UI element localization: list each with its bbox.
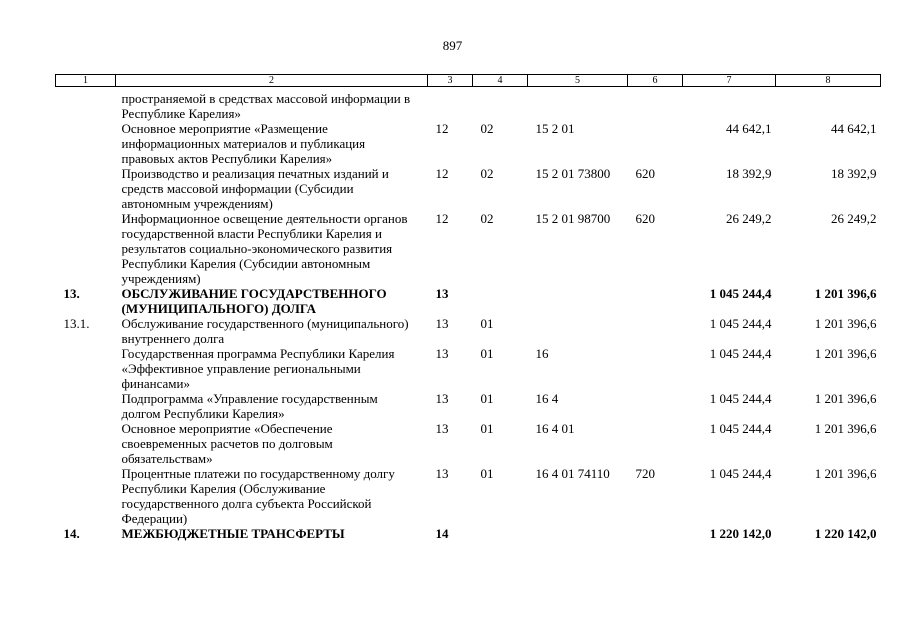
row-expense-type bbox=[628, 391, 683, 421]
row-expense-type: 620 bbox=[635, 166, 655, 181]
row-number bbox=[56, 121, 116, 166]
table-header bbox=[56, 75, 881, 87]
row-target-article bbox=[528, 87, 628, 122]
row-amount-year2 bbox=[776, 87, 881, 122]
row-expense-type bbox=[628, 316, 683, 346]
column-header-6: 6 bbox=[628, 75, 683, 87]
page-number: 897 bbox=[442, 38, 463, 53]
row-amount-year1: 1 045 244,4 bbox=[709, 316, 772, 331]
row-section: 13 bbox=[435, 391, 449, 406]
row-section: 14 bbox=[435, 526, 449, 541]
row-amount-year1: 44 642,1 bbox=[726, 121, 772, 136]
row-section: 12 bbox=[435, 211, 449, 226]
row-amount-year1: 1 045 244,4 bbox=[709, 421, 772, 436]
row-number: 14. bbox=[63, 526, 80, 541]
row-name: Процентные платежи по государственному долгу Республики Карелия (Обслуживание государственного долга субъекта Российской Федерации) bbox=[121, 466, 395, 526]
row-name: пространяемой в средствах массовой информации в Республике Карелия» bbox=[121, 91, 411, 121]
row-expense-type: 720 bbox=[635, 466, 655, 481]
row-section bbox=[428, 87, 473, 122]
row-amount-year1: 26 249,2 bbox=[726, 211, 772, 226]
table-row bbox=[56, 286, 881, 316]
row-expense-type: 620 bbox=[635, 211, 655, 226]
row-amount-year1: 1 045 244,4 bbox=[709, 286, 772, 301]
row-target-article bbox=[528, 526, 628, 541]
table-row bbox=[56, 87, 881, 122]
row-subsection: 01 bbox=[480, 316, 494, 331]
row-section: 13 bbox=[435, 466, 449, 481]
column-header-1: 1 bbox=[56, 75, 116, 87]
row-amount-year2: 44 642,1 bbox=[831, 121, 877, 136]
row-name: МЕЖБЮДЖЕТНЫЕ ТРАНСФЕРТЫ bbox=[121, 526, 345, 541]
row-subsection bbox=[473, 526, 528, 541]
table-row bbox=[56, 166, 881, 211]
row-amount-year1: 1 045 244,4 bbox=[709, 346, 772, 361]
column-header-2: 2 bbox=[116, 75, 428, 87]
row-subsection: 02 bbox=[480, 211, 494, 226]
row-section: 13 bbox=[435, 286, 449, 301]
row-amount-year2: 1 201 396,6 bbox=[814, 421, 877, 436]
row-section: 13 bbox=[435, 421, 449, 436]
row-target-article bbox=[528, 286, 628, 316]
column-header-7: 7 bbox=[683, 75, 776, 87]
table-row bbox=[56, 391, 881, 421]
row-subsection: 01 bbox=[480, 346, 494, 361]
row-amount-year1: 1 045 244,4 bbox=[709, 466, 772, 481]
table-row bbox=[56, 316, 881, 346]
budget-table bbox=[55, 74, 881, 541]
row-name: Производство и реализация печатных изданий и средств массовой информации (Субсидии автономным учреждениям) bbox=[121, 166, 389, 211]
row-amount-year2: 1 201 396,6 bbox=[814, 466, 877, 481]
row-target-article: 15 2 01 bbox=[535, 121, 575, 136]
row-number: 13.1. bbox=[63, 316, 90, 331]
row-target-article: 16 4 bbox=[535, 391, 559, 406]
row-number: 13. bbox=[63, 286, 80, 301]
row-name: Государственная программа Республики Карелия «Эффективное управление региональными финансами» bbox=[121, 346, 395, 391]
row-subsection bbox=[473, 87, 528, 122]
row-number bbox=[56, 346, 116, 391]
row-number bbox=[56, 211, 116, 286]
table-body bbox=[56, 87, 881, 542]
row-expense-type bbox=[628, 121, 683, 166]
row-subsection: 02 bbox=[480, 121, 494, 136]
row-amount-year1: 18 392,9 bbox=[726, 166, 772, 181]
row-expense-type bbox=[628, 286, 683, 316]
row-name: Информационное освещение деятельности органов государственной власти Республики Карелия и результатов социально-экономического развития Республики Карелия (Субсидии автономным учреждениям) bbox=[121, 211, 408, 286]
row-expense-type bbox=[628, 87, 683, 122]
row-expense-type bbox=[628, 346, 683, 391]
row-section: 12 bbox=[435, 166, 449, 181]
row-subsection bbox=[473, 286, 528, 316]
row-target-article bbox=[528, 316, 628, 346]
row-subsection: 02 bbox=[480, 166, 494, 181]
column-header-3: 3 bbox=[428, 75, 473, 87]
row-number bbox=[56, 166, 116, 211]
row-number bbox=[56, 421, 116, 466]
table-row bbox=[56, 526, 881, 541]
column-header-8: 8 bbox=[776, 75, 881, 87]
row-amount-year1: 1 220 142,0 bbox=[709, 526, 772, 541]
row-amount-year2: 1 201 396,6 bbox=[814, 391, 877, 406]
row-amount-year2: 1 201 396,6 bbox=[814, 346, 877, 361]
row-subsection: 01 bbox=[480, 421, 494, 436]
row-amount-year2: 1 201 396,6 bbox=[814, 286, 877, 301]
row-name: Подпрограмма «Управление государственным долгом Республики Карелия» bbox=[121, 391, 378, 421]
table-row bbox=[56, 121, 881, 166]
table-row bbox=[56, 346, 881, 391]
row-subsection: 01 bbox=[480, 466, 494, 481]
row-name: ОБСЛУЖИВАНИЕ ГОСУДАРСТВЕННОГО (МУНИЦИПАЛЬНОГО) ДОЛГА bbox=[121, 286, 387, 316]
row-expense-type bbox=[628, 421, 683, 466]
table-row bbox=[56, 466, 881, 526]
row-amount-year2: 1 201 396,6 bbox=[814, 316, 877, 331]
row-subsection: 01 bbox=[480, 391, 494, 406]
row-number bbox=[56, 391, 116, 421]
row-number bbox=[56, 466, 116, 526]
column-header-4: 4 bbox=[473, 75, 528, 87]
column-header-5: 5 bbox=[528, 75, 628, 87]
row-name: Основное мероприятие «Размещение информационных материалов и публикация правовых актов Республики Карелия» bbox=[121, 121, 366, 166]
row-name: Обслуживание государственного (муниципального) внутреннего долга bbox=[121, 316, 409, 346]
table-row bbox=[56, 421, 881, 466]
row-expense-type bbox=[628, 526, 683, 541]
row-target-article: 15 2 01 73800 bbox=[535, 166, 611, 181]
header-row bbox=[56, 75, 881, 87]
row-section: 13 bbox=[435, 316, 449, 331]
row-amount-year1: 1 045 244,4 bbox=[709, 391, 772, 406]
row-section: 12 bbox=[435, 121, 449, 136]
row-amount-year2: 26 249,2 bbox=[831, 211, 877, 226]
row-target-article: 16 4 01 74110 bbox=[535, 466, 610, 481]
row-target-article: 16 bbox=[535, 346, 549, 361]
row-section: 13 bbox=[435, 346, 449, 361]
row-amount-year2: 18 392,9 bbox=[831, 166, 877, 181]
row-amount-year1 bbox=[683, 87, 776, 122]
table-row bbox=[56, 211, 881, 286]
row-number bbox=[56, 87, 116, 122]
row-amount-year2: 1 220 142,0 bbox=[814, 526, 877, 541]
row-target-article: 15 2 01 98700 bbox=[535, 211, 611, 226]
row-name: Основное мероприятие «Обеспечение своевременных расчетов по долговым обязательствам» bbox=[121, 421, 333, 466]
row-target-article: 16 4 01 bbox=[535, 421, 575, 436]
